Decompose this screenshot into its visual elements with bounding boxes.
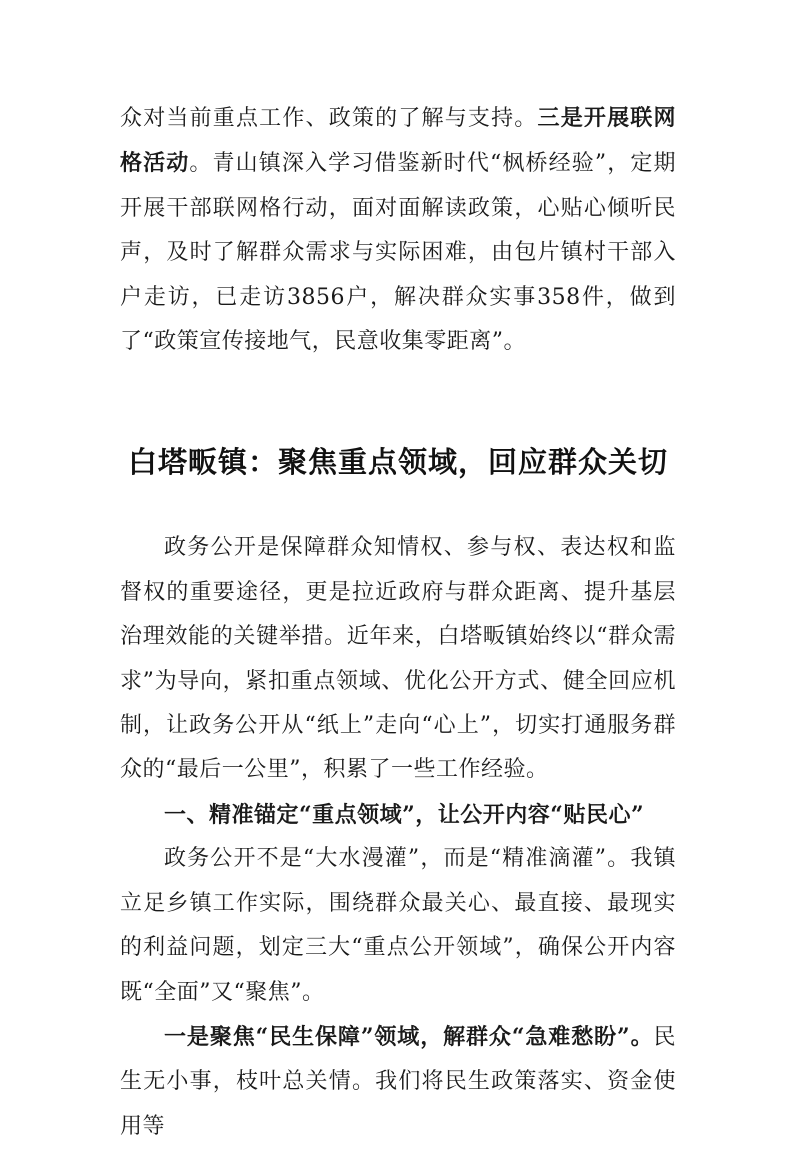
lead-body-text: 民生无小事，枝叶总关情。我们将民生政策落实、资金使用等 bbox=[120, 1024, 676, 1139]
intro-paragraph: 政务公开是保障群众知情权、参与权、表达权和监督权的重要途径，更是拉近政府与群众距离、提升基层治理效能的关键举措。近年来，白塔畈镇始终以“群众需求”为导向，紧扣重点领域、优化公开方式、健全回应机制，让政务公开从“纸上”走向“心上”，切实打通服务群众的“最后一公里”，积累了一些工作经验。 bbox=[120, 535, 676, 783]
document-page bbox=[120, 96, 676, 1149]
continuation-text-start: 众对当前重点工作、政策的了解与支持。 bbox=[120, 106, 538, 131]
section-heading: 一、精准锚定“重点领域”，让公开内容“贴民心” bbox=[164, 801, 645, 828]
body-paragraph: 政务公开不是“大水漫灌”，而是“精准滴灌”。我镇立足乡镇工作实际，围绕群众最关心、最直接、最现实的利益问题，划定三大“重点公开领域”，确保公开内容既“全面”又“聚焦”。 bbox=[120, 846, 676, 1005]
section-title: 白塔畈镇：聚焦重点领域，回应群众关切 bbox=[127, 445, 668, 480]
lead-bold-phrase: 一是聚焦“民生保障”领域，解群众“急难愁盼”。 bbox=[164, 1023, 654, 1050]
body-paragraph-lead bbox=[120, 1015, 676, 1149]
continuation-paragraph bbox=[120, 96, 676, 364]
continuation-bold-phrase: 三是开展联网格活动 bbox=[120, 105, 676, 177]
continuation-text-end: 。青山镇深入学习借鉴新时代“枫桥经验”，定期开展干部联网格行动，面对面解读政策，心贴心倾听民声，及时了解群众需求与实际困难，由包片镇村干部入户走访，已走访3856户，解决群众实事358件，做到了“政策宣传接地气，民意收集零距离”。 bbox=[120, 151, 676, 355]
